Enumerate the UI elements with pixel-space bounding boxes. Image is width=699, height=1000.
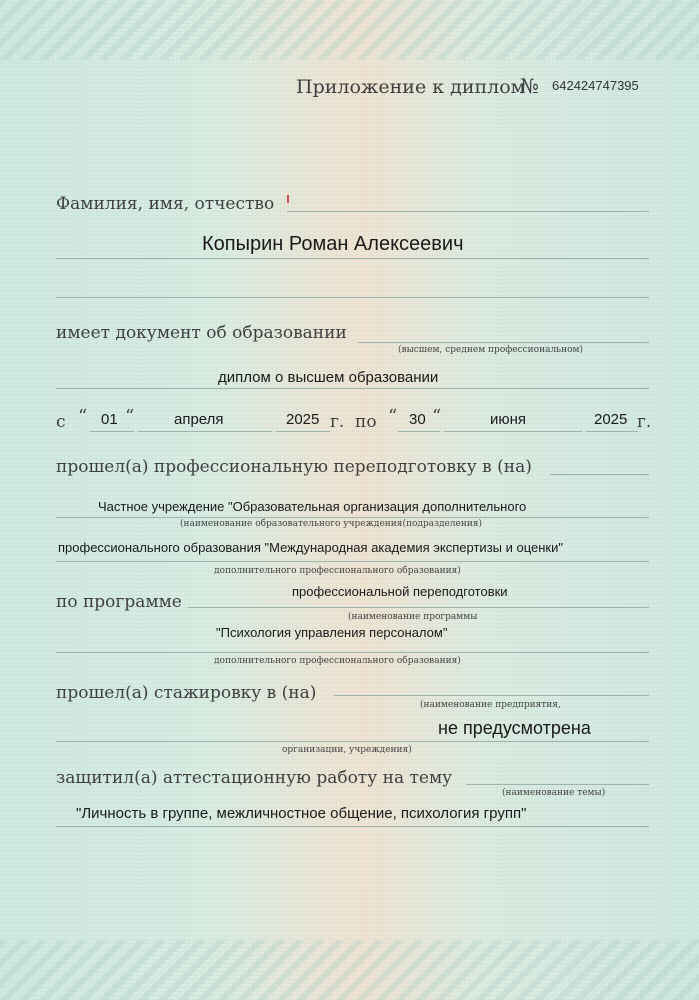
program-label: по программе — [56, 592, 182, 612]
red-mark — [287, 195, 289, 203]
quote-open-1: “ — [78, 406, 88, 427]
program-line-1 — [188, 607, 649, 608]
from-year-suffix: г. — [330, 412, 345, 432]
quote-close-1: “ — [125, 406, 135, 427]
header-title: Приложение к диплом — [296, 76, 526, 98]
internship-hint1: (наименование предприятия, — [420, 700, 561, 710]
program-value1: профессиональной переподготовки — [292, 584, 508, 599]
period-from-prefix: с — [56, 412, 66, 432]
internship-line-2 — [56, 741, 649, 742]
thesis-label: защитил(а) аттестационную работу на тему — [56, 768, 453, 788]
to-year-suffix: г. — [637, 412, 652, 432]
program-line-2 — [56, 652, 649, 653]
retraining-hint1: (наименование образовательного учреждения(подразделения) — [180, 519, 483, 529]
thesis-value: "Личность в группе, межличностное общение, психология групп" — [76, 805, 527, 822]
education-label: имеет документ об образовании — [56, 323, 347, 343]
from-year: 2025 — [286, 411, 320, 428]
retraining-org-line2: профессионального образования "Международная академия экспертизы и оценки" — [58, 540, 563, 555]
thesis-hint: (наименование темы) — [502, 788, 606, 798]
program-hint1: (наименование программы — [348, 612, 478, 622]
education-line-1 — [358, 342, 649, 343]
retraining-line-3 — [56, 561, 649, 562]
from-day-line — [90, 431, 134, 432]
to-month-line — [444, 431, 582, 432]
to-day: 30 — [409, 411, 426, 428]
fio-label: Фамилия, имя, отчество — [56, 194, 275, 214]
internship-value: не предусмотрена — [438, 718, 591, 738]
thesis-line-2 — [56, 826, 649, 827]
thesis-line-1 — [466, 784, 649, 785]
internship-label: прошел(а) стажировку в (на) — [56, 683, 317, 703]
fio-line-1 — [287, 211, 649, 212]
education-value: диплом о высшем образовании — [218, 369, 439, 386]
education-hint: (высшем, среднем профессиональном) — [398, 345, 584, 355]
fio-value: Копырин Роман Алексеевич — [202, 233, 464, 255]
retraining-line-2 — [56, 517, 649, 518]
to-day-line — [398, 431, 440, 432]
retraining-line-1 — [550, 474, 649, 475]
number-sign: № — [520, 74, 539, 98]
diploma-number: 642424747395 — [552, 78, 639, 93]
quote-open-2: “ — [388, 406, 398, 427]
retraining-hint2: дополнительного профессионального образования) — [214, 566, 461, 576]
to-year-line — [586, 431, 638, 432]
education-line-2 — [56, 388, 649, 389]
to-month: июня — [490, 411, 527, 428]
retraining-label: прошел(а) профессиональную переподготовку в (на) — [56, 457, 532, 477]
from-year-line — [276, 431, 330, 432]
retraining-org-line1: Частное учреждение "Образовательная организация дополнительного — [98, 499, 527, 514]
to-year: 2025 — [594, 411, 628, 428]
internship-hint2: организации, учреждения) — [282, 745, 412, 755]
fio-line-3 — [56, 297, 649, 298]
period-to-prefix: по — [355, 412, 377, 432]
from-day: 01 — [101, 411, 118, 428]
internship-line-1 — [334, 695, 649, 696]
program-hint2: дополнительного профессионального образования) — [214, 656, 461, 666]
decorative-border-bottom — [0, 940, 699, 1000]
from-month-line — [138, 431, 272, 432]
program-value2: "Психология управления персоналом" — [216, 625, 448, 640]
quote-close-2: “ — [432, 406, 442, 427]
decorative-border-top — [0, 0, 699, 60]
fio-line-2 — [56, 258, 649, 259]
from-month: апреля — [174, 411, 224, 428]
